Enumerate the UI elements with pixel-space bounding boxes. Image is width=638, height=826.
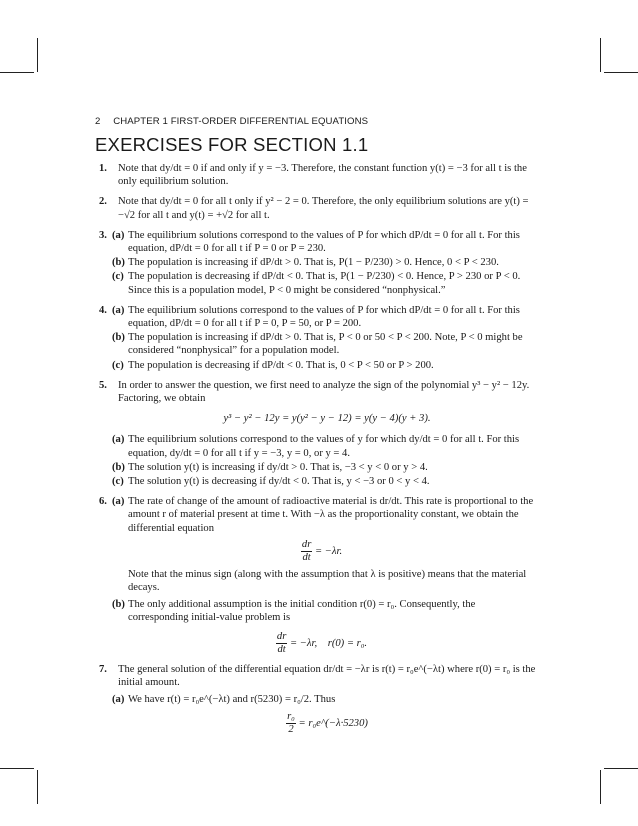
crop-mark [37,38,38,72]
part-a [107,304,536,330]
part-text: The equilibrium solutions correspond to the values of y for which dy/dt = 0 for all t. For this equation, dy/dt = 0 for all t if y = −3, y = 0, or y = 4. [128,434,520,459]
part-b [107,461,536,474]
part-label: (b) [112,461,125,473]
fraction [286,711,296,736]
numerator: r₀ [287,711,295,723]
note-text: Note that the minus sign (along with the assumption that λ is positive) means that the material decays. [128,568,527,594]
part-text: The population is decreasing if dP/dt < 0. That is, 0 < P < 50 or P > 200. [128,359,434,371]
fraction [276,631,287,656]
part-c [107,359,536,372]
crop-mark [604,72,638,73]
exercise-2 [99,195,536,221]
part-text: We have r(t) = r₀e^(−λt) and r(5230) = r₀/2. Thus [128,694,336,706]
running-head [95,116,368,127]
equation-rhs: = −λr, r(0) = r₀. [289,637,368,649]
exercise-text: Note that dy/dt = 0 for all t only if y² − 2 = 0. Therefore, the only equilibrium solutions are y(t) = −√2 for all t and y(t) = +√2 for all t. [118,196,529,221]
part-label: (b) [112,599,125,611]
part-c [107,270,536,296]
part-label: (c) [112,359,124,371]
exercise-text: In order to answer the question, we first need to analyze the sign of the polynomial y³ − y² − 12y. Factoring, we obtain [118,379,530,405]
part-b [107,598,536,624]
chapter-title: CHAPTER 1 FIRST-ORDER DIFFERENTIAL EQUATIONS [113,116,369,127]
page-number: 2 [95,116,101,127]
part-c [107,475,536,488]
part-text: The solution y(t) is increasing if dy/dt > 0. That is, −3 < y < 0 or y > 4. [128,461,428,473]
part-text: The equilibrium solutions correspond to the values of P for which dP/dt = 0 for all t. For this equation, dP/dt = 0 for all t if P = 0, P = 50, or P = 200. [128,304,520,330]
crop-mark [37,770,38,804]
part-label: (a) [112,496,125,508]
display-equation [107,539,536,564]
numerator: dr [276,630,287,642]
part-text: The population is decreasing if dP/dt < 0. That is, P(1 − P/230) < 0. Hence, P > 230 or P < 0. Since this is a population model, P < 0 might be considered “nonphysical.” [128,271,521,296]
part-text: The equilibrium solutions correspond to the values of P for which dP/dt = 0 for all t. For this equation, dP/dt = 0 for all t if P = 0 or P = 230. [128,229,520,255]
part-text: The population is increasing if dP/dt > 0. That is, P(1 − P/230) > 0. Hence, 0 < P < 230. [128,257,499,269]
part-label: (a) [112,694,125,706]
crop-mark [0,72,34,73]
denominator: dt [277,643,286,655]
equation-rhs: = r₀e^(−λ·5230) [298,718,368,730]
display-equation [118,711,536,736]
part-a [107,229,536,255]
exercise-4 [99,304,536,372]
numerator: dr [301,538,312,550]
crop-mark [604,768,638,769]
display-equation: y³ − y² − 12y = y(y² − y − 12) = y(y − 4)(y + 3). [223,413,431,425]
denominator: dt [302,551,311,563]
display-equation [107,631,536,656]
equation-rhs: = −λr. [314,545,343,557]
part-text: The only additional assumption is the initial condition r(0) = r₀. Consequently, the corresponding initial-value problem is [128,599,476,624]
exercise-1 [99,162,536,188]
exercise-number: 7. [99,663,107,675]
crop-mark [600,38,601,72]
part-label: (c) [112,476,124,488]
part-label: (a) [112,434,125,446]
exercise-7 [99,663,536,737]
part-b [107,256,536,269]
exercise-text: Note that dy/dt = 0 if and only if y = −3. Therefore, the constant function y(t) = −3 for all t is the only equilibrium solution. [118,163,527,188]
fraction [301,539,312,564]
part-label: (a) [112,229,125,241]
exercise-5 [99,379,536,488]
part-b [107,331,536,357]
part-label: (b) [112,332,125,344]
part-label: (c) [112,271,124,283]
exercise-6 [99,495,536,655]
exercise-list [99,162,536,743]
exercise-number: 5. [99,379,107,391]
exercise-3 [99,229,536,297]
crop-mark [600,770,601,804]
denominator: 2 [288,724,294,736]
section-title: EXERCISES FOR SECTION 1.1 [95,134,369,155]
part-text: The rate of change of the amount of radioactive material is dr/dt. This rate is proportional to the amount r of material present at time t. With −λ as the proportionality constant, we obtain the differential equation [128,496,534,534]
part-text: The solution y(t) is decreasing if dy/dt < 0. That is, y < −3 or 0 < y < 4. [128,476,430,488]
exercise-number: 3. [99,229,107,241]
part-a [107,495,536,535]
exercise-number: 6. [99,496,107,508]
exercise-number: 1. [99,163,107,174]
exercise-number: 4. [99,304,107,316]
exercise-text: The general solution of the differential equation dr/dt = −λr is r(t) = r₀e^(−λt) where r(0) = r₀ is the initial amount. [118,663,536,688]
part-a [107,433,536,459]
part-label: (a) [112,304,125,316]
crop-mark [0,768,34,769]
part-label: (b) [112,257,125,269]
exercise-number: 2. [99,196,107,208]
part-text: The population is increasing if dP/dt > 0. That is, P < 0 or 50 < P < 200. Note, P < 0 might be considered “nonphysical” for a population model. [128,332,523,357]
part-a [107,693,536,706]
